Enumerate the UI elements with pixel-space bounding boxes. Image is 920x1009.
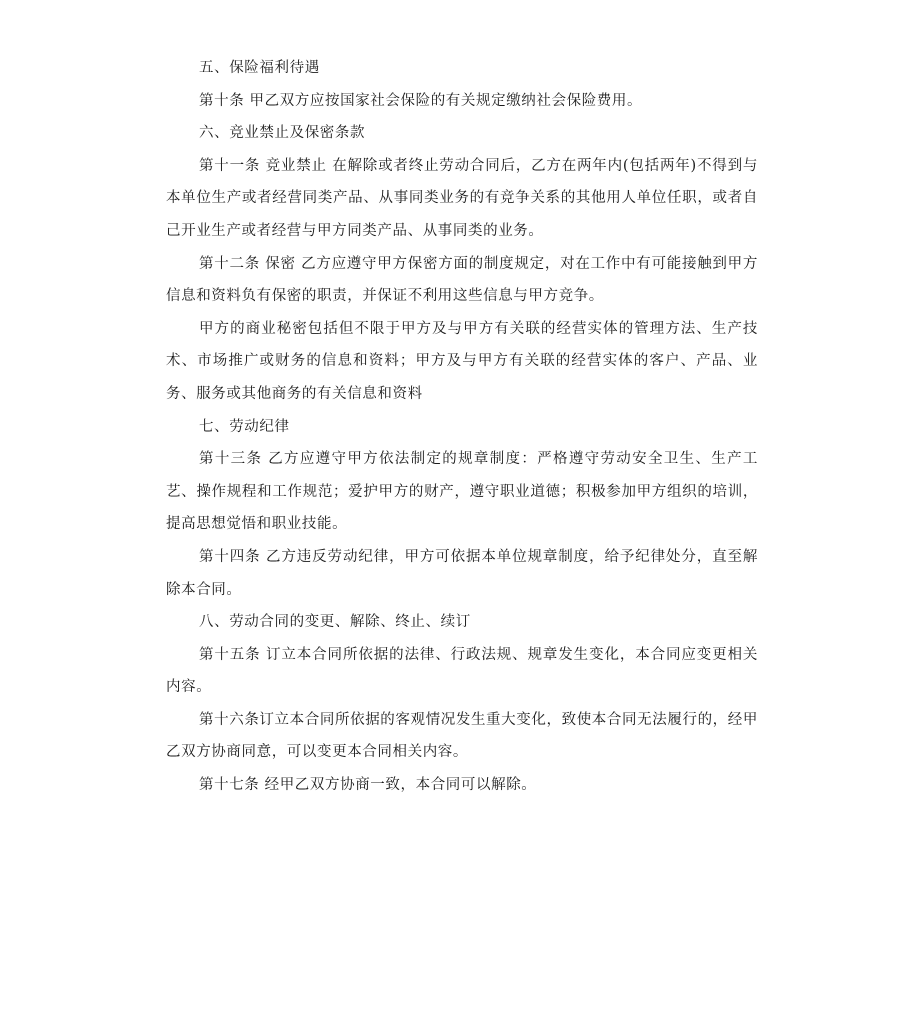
article-11: 第十一条 竞业禁止 在解除或者终止劳动合同后，乙方在两年内(包括两年)不得到与本单位生产或者经营同类产品、从事同类业务的有竞争关系的其他用人单位任职，或者自己开业生产或者经营与甲方同类产品、从事同类的业务。 [166,157,758,239]
article-15: 第十五条 订立本合同所依据的法律、行政法规、规章发生变化，本合同应变更相关内容。 [166,646,758,696]
article-14: 第十四条 乙方违反劳动纪律，甲方可依据本单位规章制度，给予纪律处分，直至解除本合同。 [166,548,758,598]
trade-secret-definition: 甲方的商业秘密包括但不限于甲方及与甲方有关联的经营实体的管理方法、生产技术、市场推广或财务的信息和资料；甲方及与甲方有关联的经营实体的客户、产品、业务、服务或其他商务的有关信息和资料 [166,320,758,402]
section-heading-discipline: 七、劳动纪律 [199,418,290,435]
section-heading-insurance: 五、保险福利待遇 [199,60,320,76]
article-13: 第十三条 乙方应遵守甲方依法制定的规章制度：严格遵守劳动安全卫生、生产工艺、操作规程和工作规范；爱护甲方的财产，遵守职业道德；积极参加甲方组织的培训，提高思想觉悟和职业技能。 [166,451,758,533]
article-17: 第十七条 经甲乙双方协商一致，本合同可以解除。 [199,777,537,794]
document-page [166,52,758,802]
article-12: 第十二条 保密 乙方应遵守甲方保密方面的制度规定，对在工作中有可能接触到甲方信息和资料负有保密的职责，并保证不利用这些信息与甲方竞争。 [166,255,758,305]
section-heading-contract-changes: 八、劳动合同的变更、解除、终止、续订 [199,614,471,631]
section-heading-noncompete: 六、竞业禁止及保密条款 [199,125,366,142]
article-16: 第十六条订立本合同所依据的客观情况发生重大变化，致使本合同无法履行的，经甲乙双方协商同意，可以变更本合同相关内容。 [166,711,758,761]
article-10: 第十条 甲乙双方应按国家社会保险的有关规定缴纳社会保险费用。 [199,92,643,109]
